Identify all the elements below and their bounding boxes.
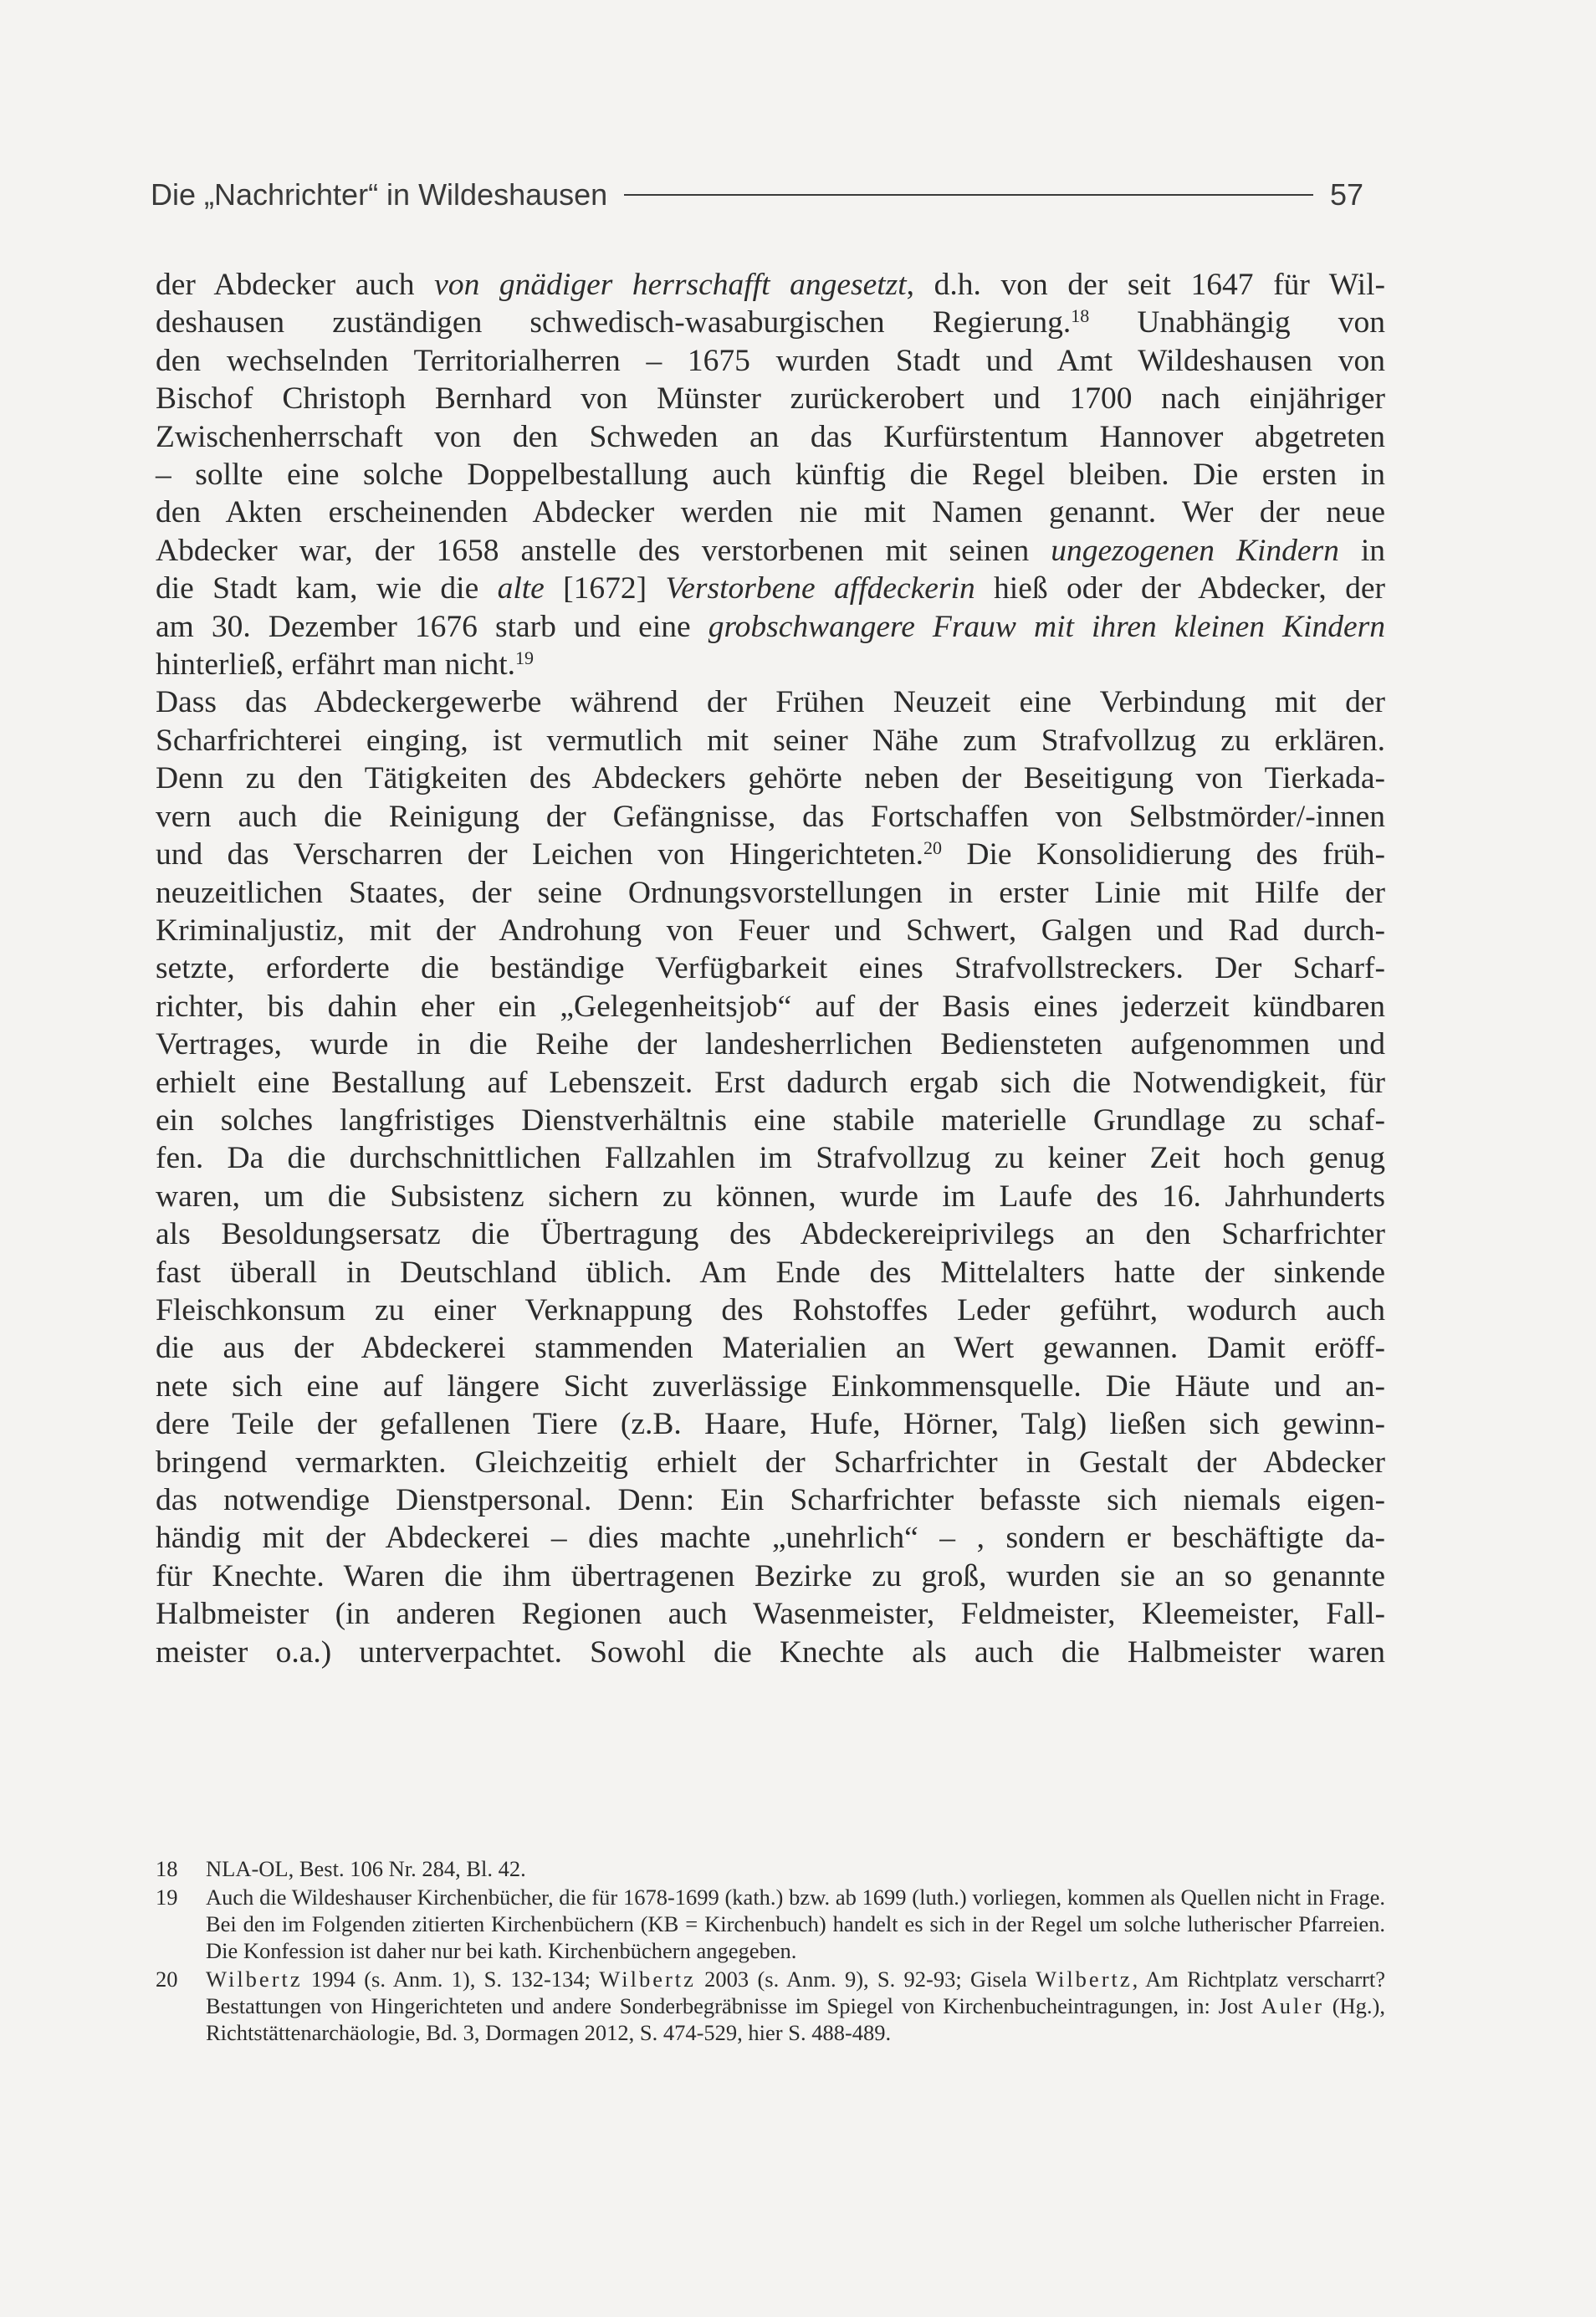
page-number: 57 xyxy=(1329,177,1363,212)
footnote-ref-19: 19 xyxy=(515,647,535,669)
text-line: waren, um die Subsistenz sichern zu können, wurde im Laufe des 16. Jahrhunderts xyxy=(156,1179,1385,1214)
text-line: die Stadt kam, wie die alte [1672] Verstorbene affdeckerin hieß oder der Abdecker, der xyxy=(156,571,1386,606)
footnote-18 xyxy=(156,1855,1385,1882)
footnote-ref-18: 18 xyxy=(1071,305,1090,327)
footnote-number: 20 xyxy=(156,1967,178,1992)
footnote-ref-20: 20 xyxy=(923,837,943,859)
text-line: meister o.a.) unterverpachtet. Sowohl die Knechte als auch die Halbmeister waren xyxy=(156,1634,1385,1670)
text-line: ein solches langfristiges Dienstverhältnis eine stabile materielle Grundlage zu schaf- xyxy=(156,1102,1385,1138)
text-line: hinterließ, erfährt man nicht.$^{19}$ xyxy=(156,647,535,683)
text-line: am 30. Dezember 1676 starb und eine grobschwangere Frauw mit ihren kleinen Kindern xyxy=(156,609,1385,644)
text-line: als Besoldungsersatz die Übertragung des Abdeckereiprivilegs an den Scharfrichter xyxy=(156,1217,1385,1252)
text-line: das notwendige Dienstpersonal. Denn: Ein Scharfrichter befasste sich niemals eigen- xyxy=(156,1483,1385,1517)
footnotes xyxy=(156,1855,1385,2048)
text-line: händig mit der Abdeckerei – dies machte „unehrlich“ – , sondern er beschäftigte da- xyxy=(156,1521,1385,1556)
footnote-number: 19 xyxy=(156,1885,178,1910)
text-line: setzte, erforderte die beständige Verfügbarkeit eines Strafvollstreckers. Der Scharf- xyxy=(156,951,1385,986)
text-line: den Akten erscheinenden Abdecker werden nie mit Namen genannt. Wer der neue xyxy=(156,495,1385,530)
text-line: der Abdecker auch von gnädiger herrschafft angesetzt, d.h. von der seit 1647 für Wil- xyxy=(156,268,1385,302)
main-text xyxy=(156,266,1385,1671)
text-line: – sollte eine solche Doppelbestallung auch künftig die Regel bleiben. Die ersten in xyxy=(156,458,1385,493)
text-line: Vertrages, wurde in die Reihe der landesherrlichen Bediensteten aufgenommen und xyxy=(156,1027,1385,1062)
text-line: die aus der Abdeckerei stammenden Materialien an Wert gewannen. Damit eröff- xyxy=(156,1331,1385,1366)
footnote-text: NLA-OL, Best. 106 Nr. 284, Bl. 42. xyxy=(206,1856,526,1881)
header-rule xyxy=(624,194,1313,196)
text-line: und das Verscharren der Leichen von Hingerichteten.$^{20}$ Die Konsolidierung des früh- xyxy=(156,837,1385,872)
text-line: richter, bis dahin eher ein „Gelegenheitsjob“ auf der Basis eines jederzeit kündbaren xyxy=(156,989,1385,1024)
text-line: für Knechte. Waren die ihm übertragenen Bezirke zu groß, wurden sie an so genannte xyxy=(156,1558,1385,1593)
text-line: vern auch die Reinigung der Gefängnisse, das Fortschaffen von Selbstmörder/-innen xyxy=(156,799,1385,834)
footnote-number: 18 xyxy=(156,1856,178,1881)
text-line: Fleischkonsum zu einer Verknappung des Rohstoffes Leder geführt, wodurch auch xyxy=(156,1292,1385,1327)
text-line: Scharfrichterei einging, ist vermutlich mit seiner Nähe zum Strafvollzug zu erklären. xyxy=(156,723,1385,758)
text-line: Zwischenherrschaft von den Schweden an das Kurfürstentum Hannover abgetreten xyxy=(156,419,1385,454)
text-line: Bischof Christoph Bernhard von Münster zurückerobert und 1700 nach einjähriger xyxy=(156,381,1385,417)
text-line: fast überall in Deutschland üblich. Am Ende des Mittelalters hatte der sinkende xyxy=(156,1255,1385,1290)
text-line: fen. Da die durchschnittlichen Fallzahlen im Strafvollzug zu keiner Zeit hoch genug xyxy=(156,1141,1385,1176)
text-line: Denn zu den Tätigkeiten des Abdeckers gehörte neben der Beseitigung von Tierkada- xyxy=(156,761,1385,796)
text-line: erhielt eine Bestallung auf Lebenszeit. Erst dadurch ergab sich die Notwendigkeit, für xyxy=(156,1065,1385,1100)
text-line: Abdecker war, der 1658 anstelle des verstorbenen mit seinen ungezogenen Kindern in xyxy=(156,533,1386,568)
footnote-text: Wilbertz 1994 (s. Anm. 1), S. 132-134; Wilbertz 2003 (s. Anm. 9), S. 92-93; Gisela Wilbertz, Am Richtplatz verscharrt? Bestattungen von Hingerichteten und andere Sonderbegräbnisse im Spiegel von Kirchenbucheintragungen, in: Jost Auler (Hg.), Richtstättenarchäologie, Bd. 3, Dormagen 2012, S. 474-529, hier S. 488-489. xyxy=(206,1967,1385,2045)
footnote-19 xyxy=(156,1884,1385,1964)
text-line: nete sich eine auf längere Sicht zuverlässige Einkommensquelle. Die Häute und an- xyxy=(156,1368,1385,1404)
text-line: Dass das Abdeckergewerbe während der Frühen Neuzeit eine Verbindung mit der xyxy=(156,685,1385,720)
running-title: Die „Nachrichter“ in Wildeshausen xyxy=(151,177,608,212)
text-line: deshausen zuständigen schwedisch-wasaburgischen Regierung.$^{18}$ Unabhängig von xyxy=(156,305,1386,340)
text-line: den wechselnden Territorialherren – 1675 wurden Stadt und Amt Wildeshausen von xyxy=(156,343,1385,378)
text-line: dere Teile der gefallenen Tiere (z.B. Haare, Hufe, Hörner, Talg) ließen sich gewinn- xyxy=(156,1407,1385,1442)
running-header xyxy=(151,170,1363,220)
text-line: bringend vermarkten. Gleichzeitig erhielt der Scharfrichter in Gestalt der Abdecker xyxy=(156,1445,1385,1480)
text-line: Kriminaljustiz, mit der Androhung von Feuer und Schwert, Galgen und Rad durch- xyxy=(156,913,1385,948)
footnote-20 xyxy=(156,1966,1385,2046)
text-line: Halbmeister (in anderen Regionen auch Wasenmeister, Feldmeister, Kleemeister, Fall- xyxy=(156,1597,1385,1632)
text-line: neuzeitlichen Staates, der seine Ordnungsvorstellungen in erster Linie mit Hilfe der xyxy=(156,875,1385,910)
footnote-text: Auch die Wildeshauser Kirchenbücher, die für 1678-1699 (kath.) bzw. ab 1699 (luth.) vorliegen, kommen als Quellen nicht in Frage. Bei den im Folgenden zitierten Kirchenbüchern (KB = Kirchenbuch) handelt es sich in der Regel um solche lutherischer Pfarreien. Die Konfession ist daher nur bei kath. Kirchenbüchern angegeben. xyxy=(206,1885,1385,1963)
